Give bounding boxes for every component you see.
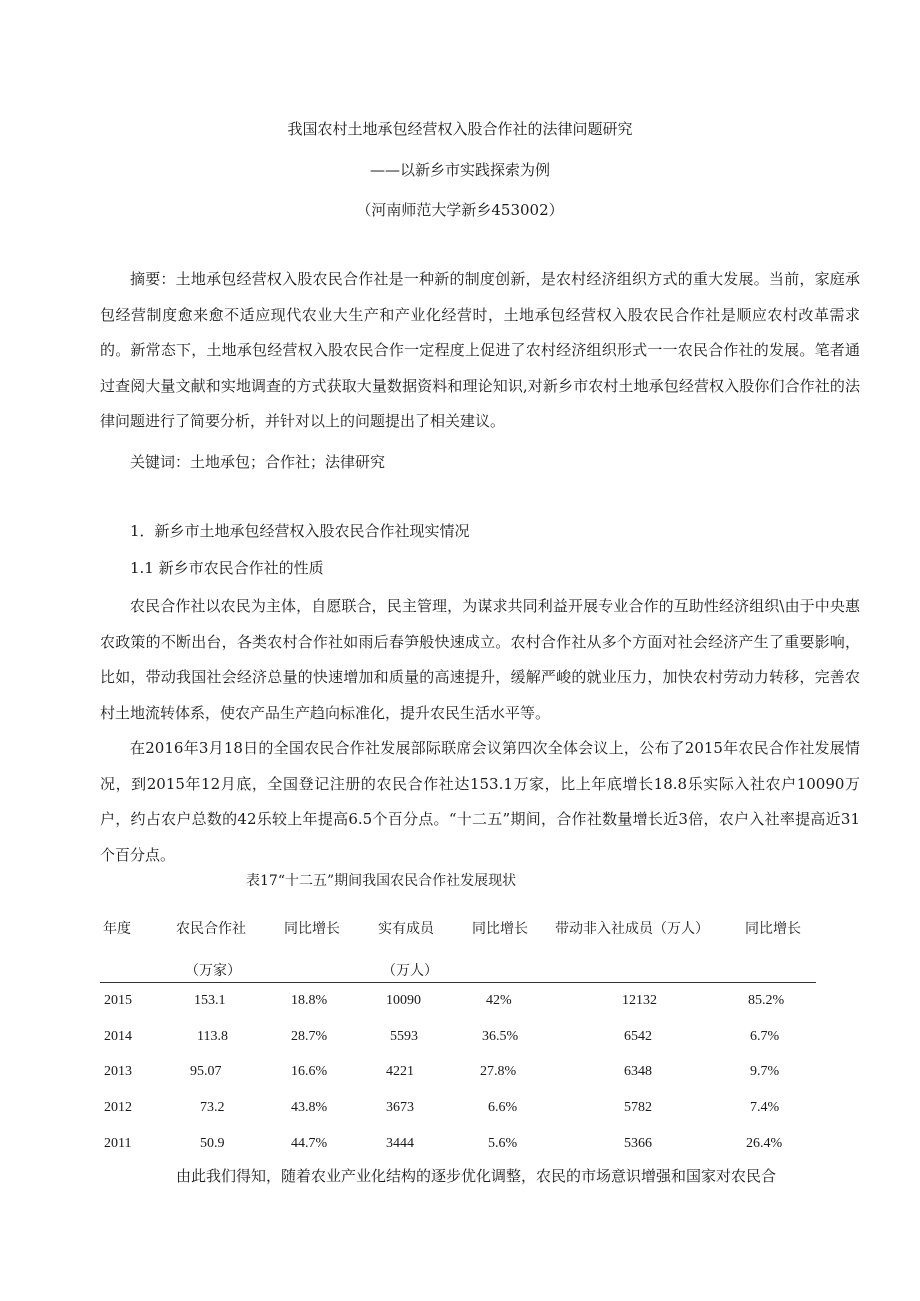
table-caption: 表17“十二五”期间我国农民合作社发展现状	[246, 873, 517, 889]
body-paragraph: 在2016年3月18日的全国农民合作社发展部际联席会议第四次全体会议上，公布了2015年农民合作社发展情况，到2015年12月底，全国登记注册的农民合作社达153.1万家，比上年底增长18.8乐实际入社农户10090万户，约占农户总数的42乐较上年提高6.5个百分点。“十二五”期间，合作社数量增长近3倍，农户入社率提高近31个百分点。	[100, 739, 860, 864]
table-header-cell: 年度	[103, 921, 131, 937]
table-cell: 85.2%	[748, 993, 785, 1008]
table-cell: 44.7%	[291, 1136, 328, 1151]
table-cell: 2015	[104, 993, 132, 1008]
table-cell: 9.7%	[750, 1064, 780, 1079]
table-cell: 16.6%	[291, 1064, 328, 1079]
table-header-cell: 同比增长	[284, 921, 340, 937]
table-cell: 113.8	[197, 1029, 228, 1044]
table-cell: 2011	[104, 1136, 132, 1151]
table-cell: 4221	[386, 1064, 414, 1079]
author-affiliation: （河南师范大学新乡453002）	[356, 201, 564, 219]
table-header-cell: 同比增长	[745, 921, 801, 937]
table-cell: 3673	[386, 1100, 414, 1115]
table-cell: 6.6%	[488, 1100, 518, 1115]
body-paragraph: 由此我们得知，随着农业产业化结构的逐步优化调整，农民的市场意识增强和国家对农民合	[176, 1167, 777, 1185]
table-header-cell: 实有成员	[378, 921, 434, 937]
table-cell: 2014	[104, 1029, 132, 1044]
table-cell: 27.8%	[480, 1064, 517, 1079]
table-cell: 6348	[624, 1064, 652, 1079]
table-cell: 153.1	[194, 993, 226, 1008]
table-cell: 36.5%	[482, 1029, 519, 1044]
table-cell: 3444	[386, 1136, 414, 1151]
table-cell: 18.8%	[291, 993, 328, 1008]
table-header-cell: 带动非入社成员（万人）	[555, 921, 709, 937]
table-header-cell: 农民合作社	[176, 921, 246, 937]
table-cell: 95.07	[190, 1064, 222, 1079]
table-cell: 73.2	[200, 1100, 225, 1115]
table-subheader-cell: （万家）	[185, 963, 241, 979]
keywords: 关键词：土地承包；合作社；法律研究	[130, 453, 386, 471]
table-subheader-cell: （万人）	[382, 963, 438, 979]
table-cell: 7.4%	[750, 1100, 780, 1115]
table-cell: 5366	[624, 1136, 652, 1151]
table-cell: 50.9	[200, 1136, 225, 1151]
table-cell: 42%	[486, 993, 512, 1008]
table-cell: 6.7%	[750, 1029, 780, 1044]
table-cell: 28.7%	[291, 1029, 328, 1044]
document-title: 我国农村土地承包经营权入股合作社的法律问题研究	[287, 120, 633, 138]
table-header-cell: 同比增长	[472, 921, 528, 937]
document-subtitle: ——以新乡市实践探索为例	[369, 161, 550, 179]
table-cell: 43.8%	[291, 1100, 328, 1115]
table-cell: 12132	[622, 993, 657, 1008]
table-cell: 2013	[104, 1064, 132, 1079]
table-cell: 2012	[104, 1100, 132, 1115]
table-cell: 5782	[624, 1100, 652, 1115]
abstract: 摘要：土地承包经营权入股农民合作社是一种新的制度创新，是农村经济组织方式的重大发展。当前，家庭承包经营制度愈来愈不适应现代农业大生产和产业化经营时，土地承包经营权入股农民合作社是顺应农村改革需求的。新常态下，土地承包经营权入股农民合作一定程度上促进了农村经济组织形式一一农民合作社的发展。笔者通过查阅大量文献和实地调查的方式获取大量数据资料和理论知识,对新乡市农村土地承包经营权入股你们合作社的法律问题进行了简要分析，并针对以上的问题提出了相关建议。	[100, 270, 860, 430]
subsection-heading: 1.1 新乡市农民合作社的性质	[130, 559, 324, 577]
table-cell: 10090	[386, 993, 421, 1008]
table-cell: 5593	[390, 1029, 418, 1044]
table-rule	[100, 982, 816, 983]
table-cell: 5.6%	[488, 1136, 518, 1151]
table-cell: 6542	[624, 1029, 652, 1044]
section-heading: 1．新乡市土地承包经营权入股农民合作社现实情况	[130, 522, 470, 540]
body-paragraph: 农民合作社以农民为主体，自愿联合，民主管理，为谋求共同利益开展专业合作的互助性经济组织\由于中央惠农政策的不断出台，各类农村合作社如雨后春笋般快速成立。农村合作社从多个方面对社会经济产生了重要影响，比如，带动我国社会经济总量的快速增加和质量的高速提升，缓解严峻的就业压力，加快农村劳动力转移，完善农村土地流转体系，使农产品生产趋向标准化，提升农民生活水平等。	[100, 597, 860, 722]
table-cell: 26.4%	[746, 1136, 783, 1151]
